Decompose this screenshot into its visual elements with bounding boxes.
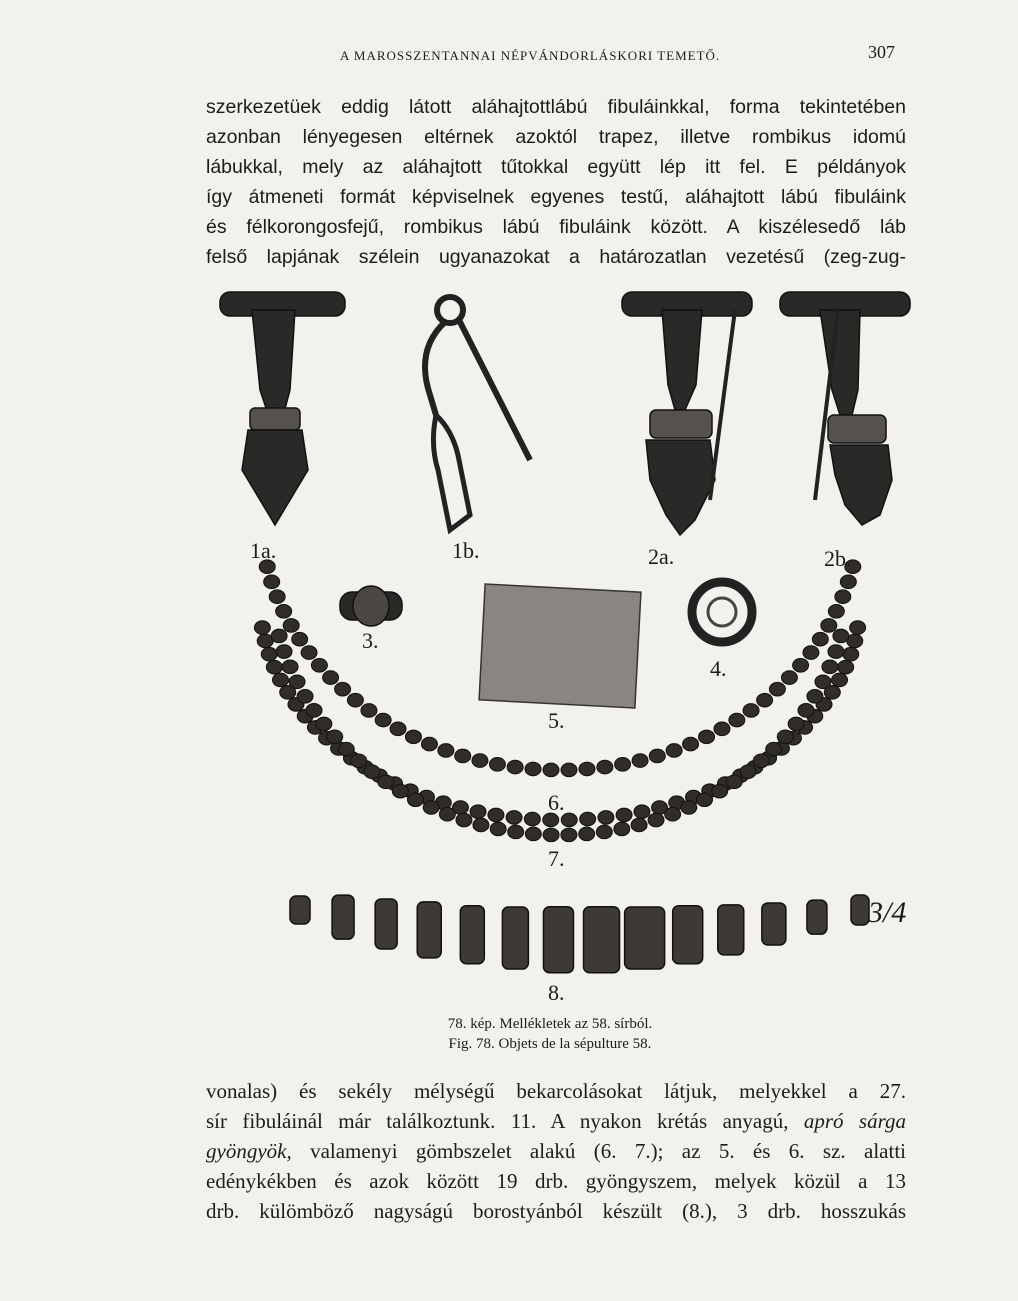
bead xyxy=(347,693,363,707)
bead xyxy=(665,807,681,821)
bead xyxy=(832,673,848,687)
bead xyxy=(769,682,785,696)
label-7: 7. xyxy=(548,846,565,871)
bead xyxy=(850,621,866,635)
bead xyxy=(524,812,540,826)
paragraph-bottom xyxy=(206,1076,906,1226)
page-number: 307 xyxy=(868,42,895,62)
bead xyxy=(798,704,814,718)
bead xyxy=(421,737,437,751)
bead xyxy=(378,775,394,789)
bead xyxy=(292,632,308,646)
bead xyxy=(364,765,380,779)
label-4: 4. xyxy=(710,656,727,681)
amber-bead xyxy=(417,902,441,958)
bead xyxy=(714,722,730,736)
bead xyxy=(335,682,351,696)
text-line: azonban lényegesen eltérnek azoktól trapez, illetve rombikus idomú xyxy=(206,126,906,148)
bead xyxy=(316,717,332,731)
bead xyxy=(743,704,759,718)
fibula-1b xyxy=(425,297,530,530)
bead xyxy=(598,811,614,825)
bead xyxy=(456,813,472,827)
bead xyxy=(777,730,793,744)
bead xyxy=(405,730,421,744)
bead xyxy=(683,737,699,751)
running-title: A MAROSSZENTANNAI NÉPVÁNDORLÁSKORI TEMETŐ. xyxy=(340,48,721,63)
bead xyxy=(838,660,854,674)
amber-bead xyxy=(851,895,869,925)
bead xyxy=(833,629,849,643)
fibula-1a xyxy=(220,292,345,525)
bead xyxy=(835,590,851,604)
bead xyxy=(351,754,367,768)
label-5: 5. xyxy=(548,708,565,733)
bead xyxy=(597,760,613,774)
text-line xyxy=(206,1136,906,1166)
bead xyxy=(392,784,408,798)
bead xyxy=(580,812,596,826)
bead xyxy=(543,763,559,777)
amber-bead xyxy=(718,905,744,955)
text-line: vonalas) és sekély mélységű bekarcolásokat látjuk, melyekkel a 27. xyxy=(206,1079,906,1103)
bead xyxy=(266,660,282,674)
bead xyxy=(614,822,630,836)
amber-bead xyxy=(543,907,573,973)
bead xyxy=(757,693,773,707)
bead xyxy=(490,822,506,836)
bead xyxy=(634,805,650,819)
bead xyxy=(297,690,313,704)
bead xyxy=(828,645,844,659)
text-line: lábukkal, mely az aláhajtott tűtokkal együtt lép itt fel. E példányok xyxy=(206,156,906,178)
bead xyxy=(579,762,595,776)
bead xyxy=(323,671,339,685)
bead xyxy=(543,828,559,842)
text-line: és félkorongosfejű, rombikus lábú fibuláink között. A kiszélesedő láb xyxy=(206,216,906,238)
bead xyxy=(282,660,298,674)
artifact-illustration xyxy=(190,270,920,1010)
bead xyxy=(843,647,859,661)
bead xyxy=(438,744,454,758)
bead xyxy=(508,825,524,839)
amber-bead xyxy=(375,899,397,949)
label-2b: 2b. xyxy=(824,546,852,571)
caption-french: Fig. 78. Objets de la sépulture 58. xyxy=(448,1036,652,1052)
bead xyxy=(301,646,317,660)
bead xyxy=(616,808,632,822)
label-8: 8. xyxy=(548,980,565,1005)
text-line: edénykékben és azok között 19 drb. gyöngyszem, melyek közül a 13 xyxy=(206,1169,906,1193)
bead xyxy=(596,825,612,839)
bead xyxy=(615,757,631,771)
bead xyxy=(375,713,391,727)
text-run: valamenyi gömbszelet alakú (6. 7.); az 5. és 6. sz. alatti xyxy=(291,1139,906,1163)
amber-bead xyxy=(625,907,665,969)
bead xyxy=(439,807,455,821)
scale-label: 3/4 xyxy=(868,896,907,929)
bead xyxy=(781,671,797,685)
amber-bead xyxy=(584,907,620,973)
text-line xyxy=(206,1106,906,1136)
bead xyxy=(507,760,523,774)
bead xyxy=(807,690,823,704)
label-1a: 1a. xyxy=(250,538,277,563)
bead xyxy=(561,763,577,777)
bead xyxy=(666,744,682,758)
bead xyxy=(712,784,728,798)
bead xyxy=(455,749,471,763)
bead xyxy=(269,590,285,604)
bead xyxy=(632,754,648,768)
amber-bead xyxy=(502,907,528,969)
bead xyxy=(525,827,541,841)
amber-bead xyxy=(332,895,354,939)
bead xyxy=(740,765,756,779)
bead xyxy=(822,660,838,674)
bead xyxy=(648,813,664,827)
amber-bead xyxy=(460,906,484,964)
bead xyxy=(390,722,406,736)
bead xyxy=(306,704,322,718)
bead xyxy=(649,749,665,763)
bead xyxy=(361,704,377,718)
bead xyxy=(821,619,837,633)
bead xyxy=(470,805,486,819)
bead xyxy=(812,632,828,646)
bead xyxy=(525,762,541,776)
text-line: drb. külömböző nagyságú borostyánból készült (8.), 3 drb. hosszukás xyxy=(206,1199,906,1223)
bead xyxy=(753,754,769,768)
plate-5 xyxy=(479,584,641,708)
amber-bead xyxy=(290,896,310,924)
amber-bead xyxy=(762,903,786,945)
bead xyxy=(729,713,745,727)
bead xyxy=(311,659,327,673)
bead xyxy=(261,647,277,661)
label-1b: 1b. xyxy=(452,538,480,563)
text-line: felső lapjának szélein ugyanazokat a határozatlan vezetésű (zeg-zug- xyxy=(206,246,906,268)
bead xyxy=(276,645,292,659)
bead xyxy=(579,827,595,841)
bead xyxy=(407,793,423,807)
bead xyxy=(815,675,831,689)
italic-run: gyöngyök, xyxy=(206,1139,292,1163)
bead xyxy=(488,808,504,822)
bead xyxy=(473,818,489,832)
bead xyxy=(793,659,809,673)
bead xyxy=(631,818,647,832)
fibula-2a xyxy=(622,292,752,535)
text-line: így átmeneti formát képviselnek egyenes testű, aláhajtott lábú fibuláink xyxy=(206,186,906,208)
bead xyxy=(489,757,505,771)
amber-bead xyxy=(673,906,703,964)
bead xyxy=(697,793,713,807)
bead xyxy=(840,575,856,589)
ring-4 xyxy=(692,582,752,642)
bead xyxy=(803,646,819,660)
bead xyxy=(271,629,287,643)
bead xyxy=(506,811,522,825)
caption-hungarian: 78. kép. Mellékletek az 58. sírból. xyxy=(447,1016,653,1032)
bead xyxy=(254,621,270,635)
paragraph-top xyxy=(206,92,906,272)
amber-beads-8 xyxy=(290,895,869,973)
bead xyxy=(828,604,844,618)
bead xyxy=(699,730,715,744)
bead xyxy=(289,675,305,689)
bead-3 xyxy=(340,586,402,626)
bead xyxy=(681,801,697,815)
amber-bead xyxy=(807,900,827,934)
bead xyxy=(272,673,288,687)
bead xyxy=(561,828,577,842)
text-line: szerkezetüek eddig látott aláhajtottlábú fibuláinkkal, forma tekintetében xyxy=(206,96,906,118)
bead xyxy=(327,730,343,744)
bead xyxy=(338,742,354,756)
fibula-2b xyxy=(780,292,910,525)
bead xyxy=(766,742,782,756)
bead xyxy=(264,575,280,589)
bead xyxy=(283,619,299,633)
label-6: 6. xyxy=(548,790,565,815)
text-run: sír fibuláinál már találkoztunk. 11. A nyakon krétás anyagú, xyxy=(206,1109,804,1133)
label-2a: 2a. xyxy=(648,544,675,569)
bead xyxy=(788,717,804,731)
bead xyxy=(472,754,488,768)
bead xyxy=(726,775,742,789)
bead xyxy=(423,801,439,815)
label-3: 3. xyxy=(362,628,379,653)
bead xyxy=(276,604,292,618)
italic-run: apró sárga xyxy=(803,1109,906,1133)
